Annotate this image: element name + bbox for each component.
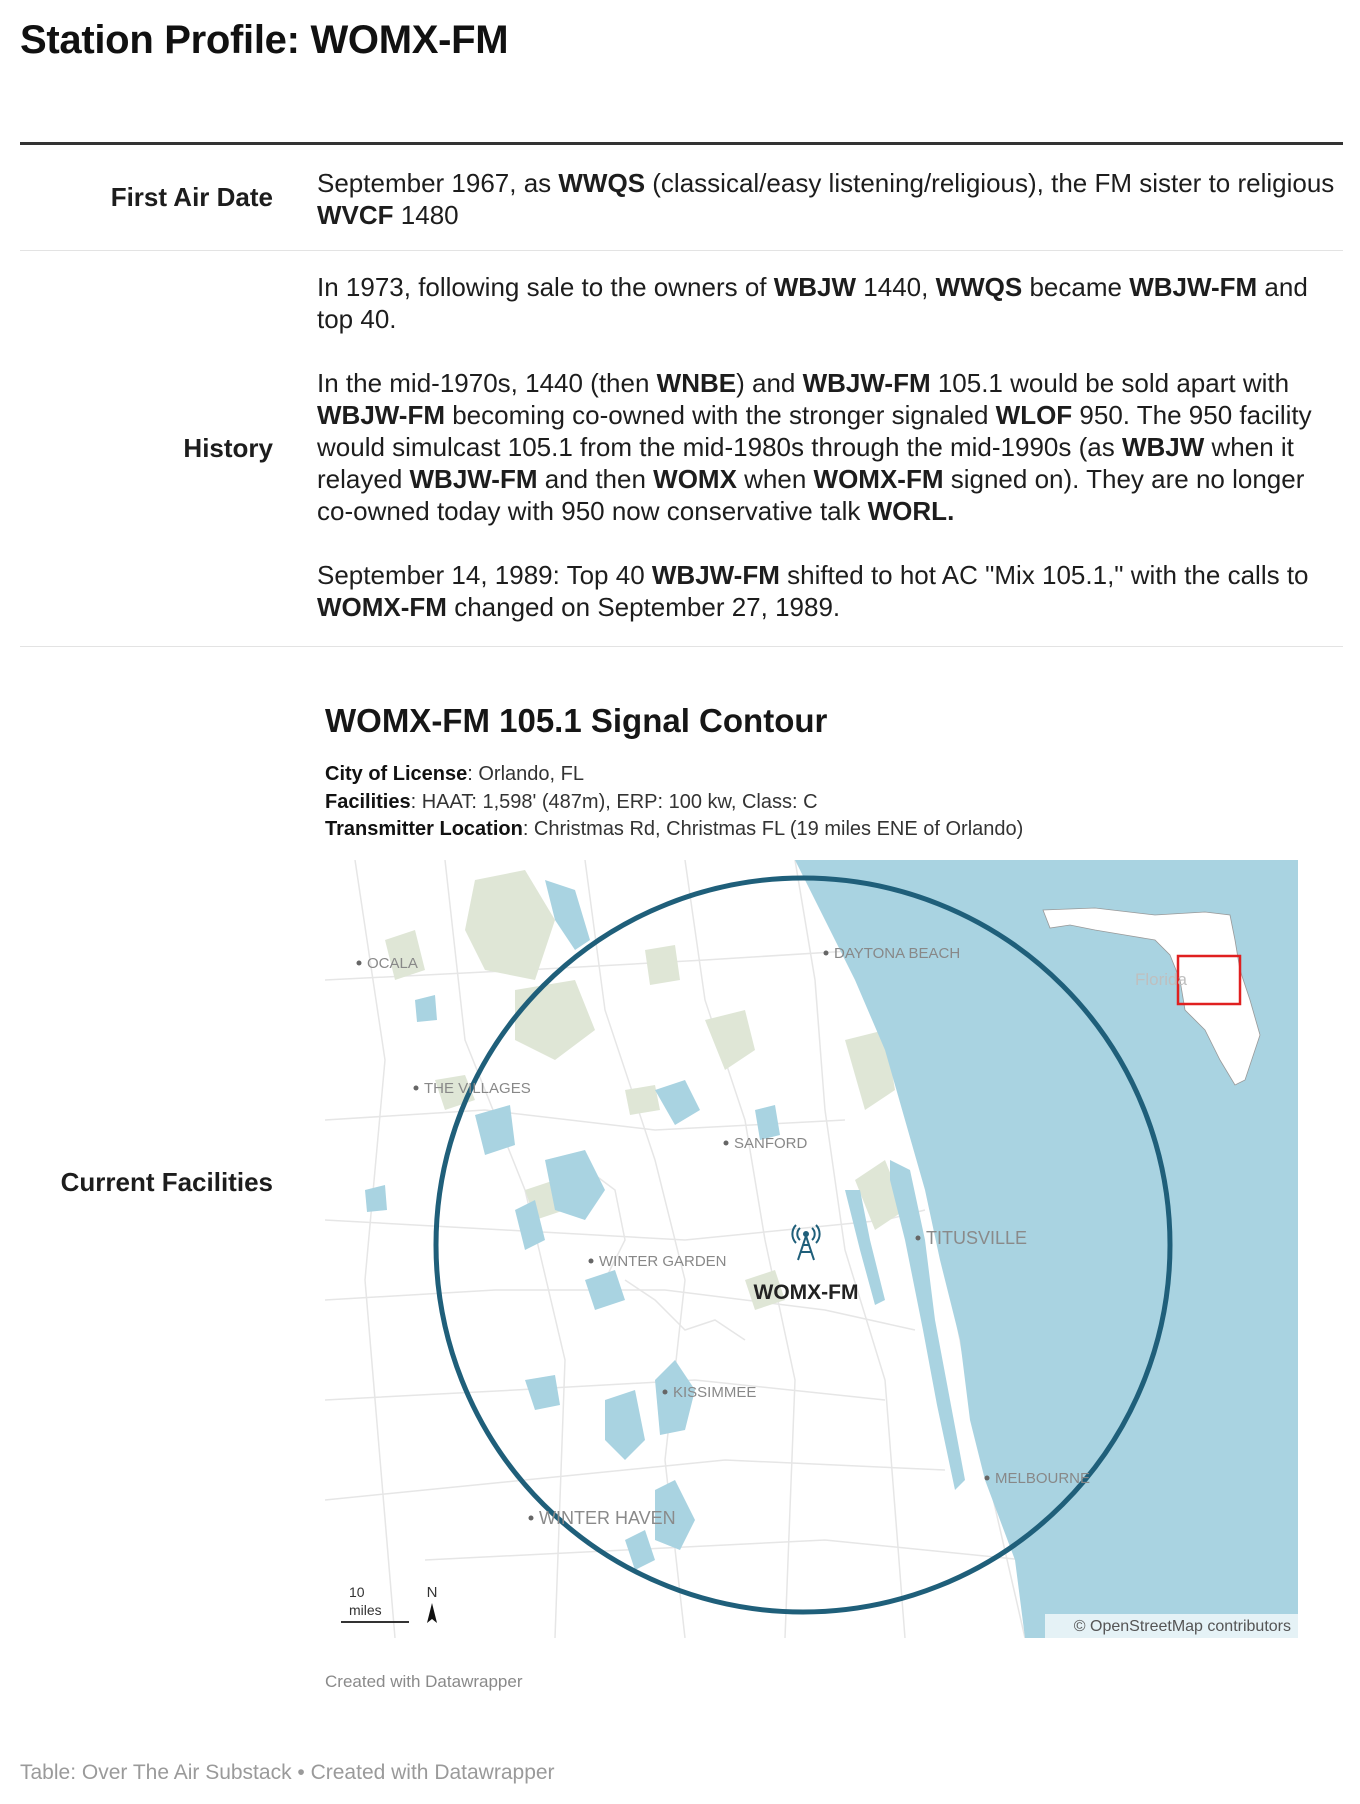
- city-dot: [663, 1390, 668, 1395]
- table-row-history: [20, 251, 1343, 647]
- history-paragraph-2: In the mid-1970s, 1440 (then WNBE) and WBJW-FM 105.1 would be sold apart with WBJW-FM becoming co-owned with the stronger signaled WLOF 950. The 950 facility would simulcast 105.1 from the mid-1980s through the mid-1990s (as WBJW when it relayed WBJW-FM and then WOMX when WOMX-FM signed on). They are no longer co-owned today with 950 now conservative talk WORL.: [317, 368, 1312, 526]
- row-label-history: History: [183, 433, 273, 463]
- page-title: Station Profile: WOMX-FM: [20, 18, 509, 62]
- city-label-titusville: TITUSVILLE: [926, 1228, 1028, 1248]
- callsign: WWQS: [558, 168, 646, 198]
- station-marker-label: WOMX-FM: [753, 1281, 859, 1304]
- text-segment: September 1967, as: [317, 168, 559, 198]
- row-content-first-air-date: [317, 167, 1343, 231]
- row-label-current-facilities: Current Facilities: [60, 1167, 273, 1197]
- scale-unit: miles: [349, 1602, 382, 1618]
- city-label-kissimmee: KISSIMMEE: [673, 1384, 757, 1401]
- city-label-melbourne: MELBOURNE: [995, 1470, 1091, 1487]
- city-dot: [985, 1476, 990, 1481]
- table-row-first-air-date: [20, 145, 1343, 251]
- city-label-sanford: SANFORD: [734, 1135, 808, 1152]
- city-label-villages: THE VILLAGES: [424, 1080, 531, 1097]
- city-of-license: City of License: Orlando, FL: [325, 763, 584, 785]
- city-dot: [724, 1141, 729, 1146]
- city-label-winter-haven: WINTER HAVEN: [539, 1508, 676, 1528]
- text-segment: 1480: [393, 200, 459, 230]
- city-dot: [414, 1086, 419, 1091]
- city-dot: [357, 961, 362, 966]
- city-dot: [589, 1259, 594, 1264]
- city-label-winter-garden: WINTER GARDEN: [599, 1253, 727, 1270]
- history-paragraph-1: In 1973, following sale to the owners of WBJW 1440, WWQS became WBJW-FM and top 40.: [317, 272, 1308, 334]
- history-paragraph-3: September 14, 1989: Top 40 WBJW-FM shifted to hot AC "Mix 105.1," with the calls to WOMX-FM changed on September 27, 1989.: [317, 560, 1309, 622]
- city-dot: [529, 1516, 534, 1521]
- inset-label-florida: Florida: [1135, 970, 1187, 989]
- city-label-ocala: OCALA: [367, 955, 418, 972]
- city-label-daytona: DAYTONA BEACH: [834, 945, 961, 962]
- signal-contour-map[interactable]: [325, 860, 1298, 1638]
- row-content-history: [317, 271, 1343, 623]
- transmitter-location: Transmitter Location: Christmas Rd, Christmas FL (19 miles ENE of Orlando): [325, 818, 1024, 840]
- map-credit[interactable]: Created with Datawrapper: [325, 1672, 523, 1691]
- map-title: WOMX-FM 105.1 Signal Contour: [325, 702, 828, 739]
- callsign: WVCF: [317, 200, 394, 230]
- facilities-line: Facilities: HAAT: 1,598' (487m), ERP: 100 kw, Class: C: [325, 791, 818, 813]
- scale-value: 10: [349, 1584, 365, 1600]
- north-label: N: [426, 1584, 438, 1601]
- city-dot: [824, 951, 829, 956]
- city-dot: [916, 1236, 921, 1241]
- text-segment: (classical/easy listening/religious), the FM sister to religious: [645, 168, 1335, 198]
- row-label-first-air-date: First Air Date: [110, 182, 273, 212]
- osm-credit: © OpenStreetMap contributors: [1073, 1618, 1291, 1635]
- table-footer: Table: Over The Air Substack • Created with Datawrapper: [20, 1761, 555, 1784]
